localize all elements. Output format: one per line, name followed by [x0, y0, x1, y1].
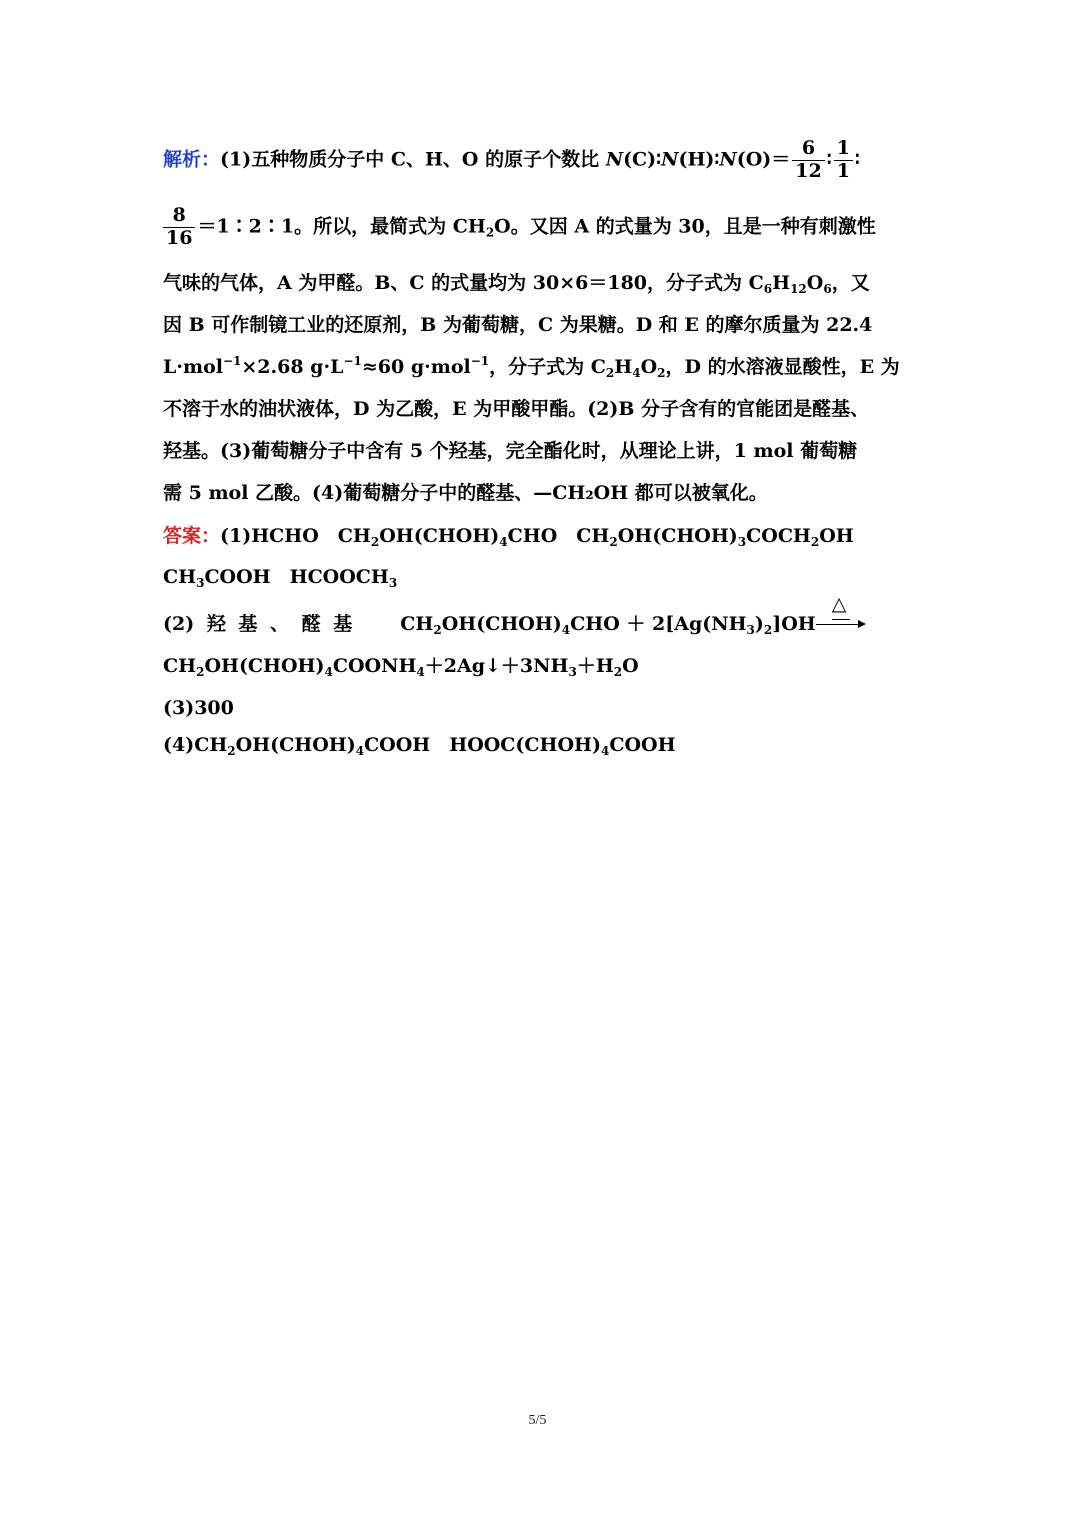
analysis-line-1: 解析：(1)五种物质分子中 C、H、O 的原子个数比 N(C)∶N(H)∶N(O)＝ $\frac{6}{12}$ ∶ $\frac{1}{1}$ ∶ — [163, 137, 860, 182]
answer-label: 答案： — [163, 525, 221, 547]
analysis-line-4: 因 B 可作制镜工业的还原剂，B 为葡萄糖，C 为果糖。D 和 E 的摩尔质量为 22.4 — [163, 314, 873, 336]
analysis-line-3: 气味的气体，A 为甲醛。B、C 的式量均为 30×6＝180，分子式为 $C_6H_{12}O_6$，又 — [163, 272, 870, 296]
analysis-line-8: 需 5 mol 乙酸。(4)葡萄糖分子中的醛基、—CH₂OH 都可以被氧化。 — [163, 482, 768, 504]
fraction-8-16: $\frac{8}{16}$ — [163, 205, 195, 250]
answer-line-4: $CH_2OH(CHOH)_4COONH_4+2Ag↓+3NH_3+H_2O$ — [163, 655, 639, 679]
answer-line-5: (3)300 — [163, 697, 234, 719]
analysis-line-7: 羟基。(3)葡萄糖分子中含有 5 个羟基，完全酯化时，从理论上讲，1 mol 葡萄糖 — [163, 440, 858, 462]
fraction-1-1: $\frac{1}{1}$ — [834, 138, 853, 183]
answer-line-2: $CH_3COOH$ $HCOOCH_3$ — [163, 566, 398, 590]
analysis-line-5: L·mol$^{-1}$×2.68 $g\cdot L^{-1}\approx 60$ g·mol$^{-1}$，分子式为 $C_2H_4O_2$，D 的水溶液显酸性，E 为 — [163, 354, 900, 380]
page-number: 5/5 — [528, 1413, 547, 1428]
answer-line-3: (2) 羟 基 、 醛 基 $CH_2OH(CHOH)_4CHO + 2[Ag(NH_3)_2]OH$ △ — [163, 615, 866, 634]
fraction-6-12: $\frac{6}{12}$ — [792, 138, 824, 183]
analysis-label: 解析： — [163, 148, 221, 171]
analysis-line-2: $\frac{8}{16}$ ＝1∶2∶1。所以，最简式为 $CH_2O$。又因 A 的式量为 30，且是一种有刺激性 — [163, 205, 876, 250]
answer-line-6: $(4)CH_2OH(CHOH)_4COOH$ $HOOC(CHOH)_4COOH$ — [163, 734, 676, 758]
answer-line-1: 答案：(1)HCHO $CH_2OH(CHOH)_4CHO$ $CH_2OH(CHOH)_3COCH_2OH$ — [163, 525, 854, 549]
analysis-line-6: 不溶于水的油状液体，D 为乙酸，E 为甲酸甲酯。(2)B 分子含有的官能团是醛基、 — [163, 398, 870, 420]
heat-symbol: △ — [831, 593, 847, 615]
heat-reaction-arrow — [816, 593, 866, 633]
